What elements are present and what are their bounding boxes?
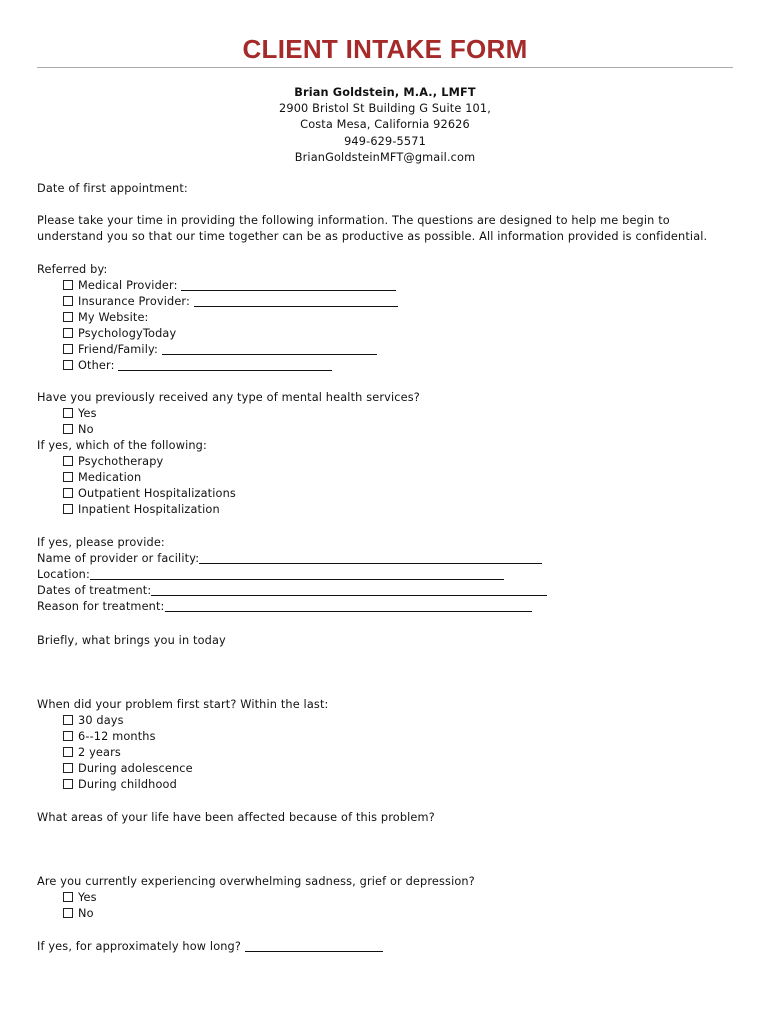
- referred-by-label: Referred by:: [37, 263, 108, 276]
- medical-provider-blank[interactable]: [181, 279, 396, 291]
- problem-start-2-years[interactable]: 2 years: [63, 746, 121, 759]
- sadness-duration-field[interactable]: If yes, for approximately how long?: [37, 940, 383, 953]
- reason-for-treatment-field[interactable]: Reason for treatment:: [37, 600, 532, 613]
- dates-of-treatment-field[interactable]: Dates of treatment:: [37, 584, 547, 597]
- insurance-provider-blank[interactable]: [194, 295, 398, 307]
- checkbox[interactable]: [63, 908, 73, 918]
- service-type-outpatient[interactable]: Outpatient Hospitalizations: [63, 487, 236, 500]
- checkbox[interactable]: [63, 488, 73, 498]
- checkbox[interactable]: [63, 344, 73, 354]
- areas-affected-question: What areas of your life have been affected because of this problem?: [37, 811, 435, 824]
- referral-option-psychologytoday[interactable]: PsychologyToday: [63, 327, 176, 340]
- mh-services-no[interactable]: No: [63, 423, 94, 436]
- provide-label: If yes, please provide:: [37, 536, 165, 549]
- checkbox[interactable]: [63, 424, 73, 434]
- service-type-medication[interactable]: Medication: [63, 471, 141, 484]
- problem-start-6-12-months[interactable]: 6--12 months: [63, 730, 156, 743]
- referral-option-friend-family[interactable]: Friend/Family:: [63, 343, 377, 356]
- provider-name-blank[interactable]: [199, 552, 542, 564]
- sadness-no[interactable]: No: [63, 907, 94, 920]
- referral-option-insurance[interactable]: Insurance Provider:: [63, 295, 398, 308]
- email-address: BrianGoldsteinMFT@gmail.com: [294, 150, 476, 164]
- checkbox[interactable]: [63, 715, 73, 725]
- problem-start-question: When did your problem first start? Within the last:: [37, 698, 329, 711]
- other-blank[interactable]: [118, 359, 332, 371]
- friend-family-blank[interactable]: [162, 343, 377, 355]
- mh-services-yes[interactable]: Yes: [63, 407, 97, 420]
- phone-number: 949-629-5571: [344, 134, 426, 148]
- brings-you-question: Briefly, what brings you in today: [37, 634, 226, 647]
- sadness-yes[interactable]: Yes: [63, 891, 97, 904]
- problem-start-adolescence[interactable]: During adolescence: [63, 762, 193, 775]
- checkbox[interactable]: [63, 296, 73, 306]
- contact-block: [0, 85, 770, 166]
- referral-option-medical[interactable]: Medical Provider:: [63, 279, 396, 292]
- first-appointment-label: Date of first appointment:: [37, 182, 188, 195]
- referral-option-other[interactable]: Other:: [63, 359, 332, 372]
- checkbox[interactable]: [63, 763, 73, 773]
- checkbox[interactable]: [63, 472, 73, 482]
- checkbox[interactable]: [63, 456, 73, 466]
- address-line-1: 2900 Bristol St Building G Suite 101,: [279, 102, 491, 116]
- problem-start-30-days[interactable]: 30 days: [63, 714, 124, 727]
- location-field[interactable]: Location:: [37, 568, 504, 581]
- checkbox[interactable]: [63, 779, 73, 789]
- title-divider: [37, 67, 733, 68]
- intro-text-line-1: Please take your time in providing the following information. The questions are designed to help me begin to: [37, 214, 670, 227]
- mh-services-followup: If yes, which of the following:: [37, 439, 207, 452]
- form-title: CLIENT INTAKE FORM: [242, 34, 528, 64]
- referral-option-website[interactable]: My Website:: [63, 311, 149, 324]
- sadness-duration-blank[interactable]: [245, 940, 383, 952]
- checkbox[interactable]: [63, 312, 73, 322]
- problem-start-childhood[interactable]: During childhood: [63, 778, 177, 791]
- address-line-2: Costa Mesa, California 92626: [300, 118, 470, 132]
- reason-for-treatment-blank[interactable]: [165, 600, 532, 612]
- service-type-psychotherapy[interactable]: Psychotherapy: [63, 455, 163, 468]
- checkbox[interactable]: [63, 892, 73, 902]
- provider-name-field[interactable]: Name of provider or facility:: [37, 552, 542, 565]
- sadness-question: Are you currently experiencing overwhelming sadness, grief or depression?: [37, 875, 475, 888]
- checkbox[interactable]: [63, 408, 73, 418]
- checkbox[interactable]: [63, 747, 73, 757]
- checkbox[interactable]: [63, 504, 73, 514]
- checkbox[interactable]: [63, 360, 73, 370]
- service-type-inpatient[interactable]: Inpatient Hospitalization: [63, 503, 220, 516]
- location-blank[interactable]: [90, 568, 504, 580]
- checkbox[interactable]: [63, 280, 73, 290]
- checkbox[interactable]: [63, 328, 73, 338]
- dates-of-treatment-blank[interactable]: [151, 584, 547, 596]
- therapist-name: Brian Goldstein, M.A., LMFT: [294, 86, 476, 99]
- checkbox[interactable]: [63, 731, 73, 741]
- mh-services-question: Have you previously received any type of mental health services?: [37, 391, 420, 404]
- intro-text-line-2: understand you so that our time together can be as productive as possible. All information provided is confidential.: [37, 230, 708, 243]
